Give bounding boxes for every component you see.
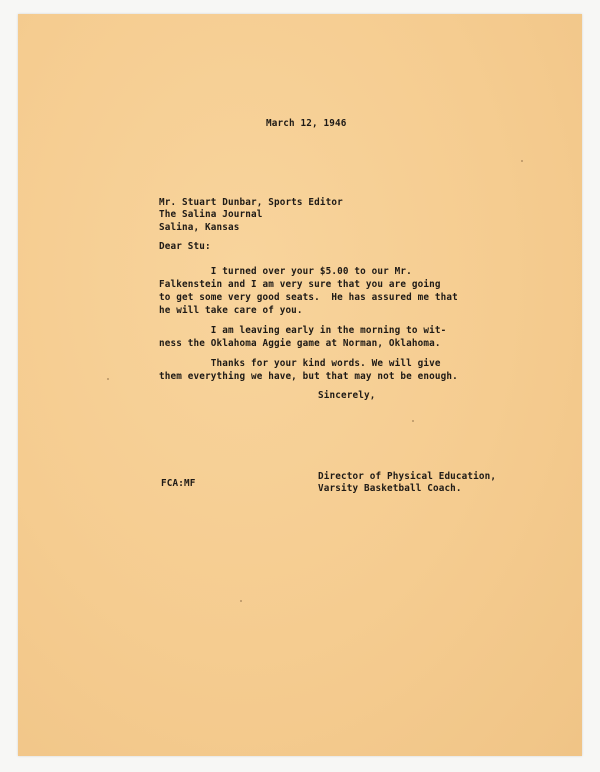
paragraph-2-line-1: I am leaving early in the morning to wit-: [159, 325, 447, 336]
paragraph-1-line-3: to get some very good seats. He has assured me that: [159, 292, 458, 303]
signature-title-line-1: Director of Physical Education,: [318, 471, 497, 482]
recipient-line-name: Mr. Stuart Dunbar, Sports Editor: [159, 197, 343, 208]
paragraph-1-line-4: he will take care of you.: [159, 305, 303, 316]
paragraph-3-line-2: them everything we have, but that may not be enough.: [159, 371, 458, 382]
typist-initials: FCA:MF: [161, 478, 196, 489]
paragraph-3-line-1: Thanks for your kind words. We will give: [159, 358, 441, 369]
letter-date: March 12, 1946: [266, 118, 347, 129]
paper-speck: [521, 160, 523, 162]
paper-speck: [412, 420, 414, 422]
paper-speck: [240, 600, 242, 602]
salutation: Dear Stu:: [159, 241, 211, 252]
closing: Sincerely,: [318, 390, 376, 401]
paragraph-1-line-2: Falkenstein and I am very sure that you are going: [159, 279, 441, 290]
paragraph-1-line-1: I turned over your $5.00 to our Mr.: [159, 266, 412, 277]
paper-speck: [107, 378, 109, 380]
recipient-line-city: Salina, Kansas: [159, 222, 240, 233]
recipient-line-publication: The Salina Journal: [159, 209, 263, 220]
paragraph-2-line-2: ness the Oklahoma Aggie game at Norman, Oklahoma.: [159, 338, 441, 349]
signature-title-line-2: Varsity Basketball Coach.: [318, 483, 462, 494]
